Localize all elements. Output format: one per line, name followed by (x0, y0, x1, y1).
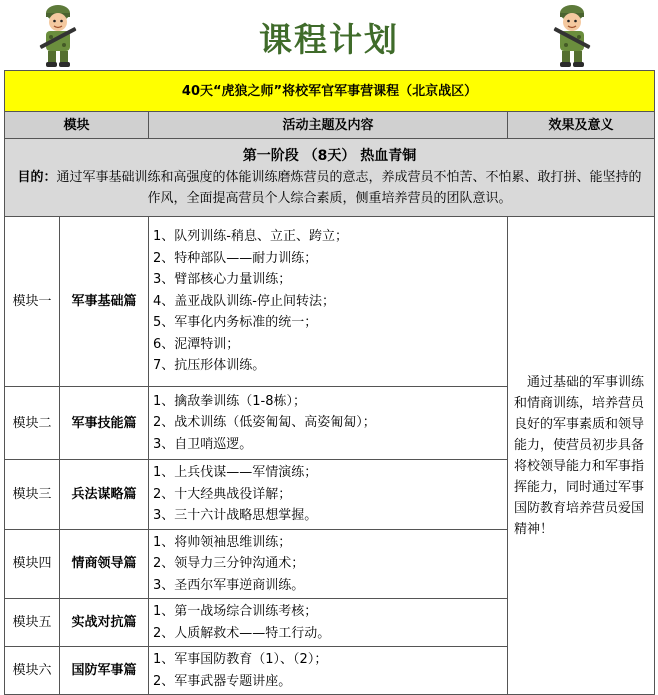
module-items (149, 529, 508, 599)
list-item: 1、上兵伐谋——军情演练； (153, 465, 318, 480)
list-item: 2、领导力三分钟沟通术； (153, 556, 305, 571)
module-name: 实战对抗篇 (60, 599, 149, 647)
table-row (5, 217, 655, 387)
stage-goal (11, 167, 648, 209)
goal-label: 目的： (17, 170, 57, 185)
effect-description: 通过基础的军事训练和情商训练，培养营员良好的军事素质和领导能力，使营员初步具备将校领导能力和军事指挥能力，同时通过军事国防教育培养营员爱国精神！ (508, 217, 655, 695)
stage-title: 第一阶段 （8天） 热血青铜 (242, 148, 417, 164)
list-item: 1、擒敌拳训练（1-8栋）； (153, 393, 307, 409)
list-item: 6、泥潭特训； (153, 336, 240, 352)
module-items (149, 647, 508, 695)
stage-section (5, 139, 655, 217)
module-items (149, 387, 508, 460)
module-number: 模块一 (5, 217, 60, 387)
list-item: 2、特种部队——耐力训练； (153, 250, 318, 266)
list-item: 7、抗压形体训练。 (153, 358, 266, 374)
module-name: 军事基础篇 (60, 217, 149, 387)
module-number: 模块四 (5, 529, 60, 599)
course-title: 40天“虎狼之师”将校军官军事营课程（北京战区） (5, 71, 655, 112)
list-item: 2、战术训练（低姿匍匐、高姿匍匐）； (153, 415, 376, 431)
list-item: 3、圣西尔军事逆商训练。 (153, 577, 305, 593)
list-item: 3、臂部核心力量训练； (153, 272, 292, 288)
module-name: 国防军事篇 (60, 647, 149, 695)
list-item: 4、盖亚战队训练-停止间转法； (153, 293, 335, 309)
module-name: 军事技能篇 (60, 387, 149, 460)
module-number: 模块五 (5, 599, 60, 647)
list-item: 1、军事国防教育（1）、（2）； (153, 652, 328, 667)
list-item: 2、军事武器专题讲座。 (153, 673, 292, 689)
goal-text: 通过军事基础训练和高强度的体能训练磨炼营员的意志，养成营员不怕苦、不怕累、敢打拼、能坚持的作风，全面提高营员个人综合素质，侧重培养营员的团队意识。 (56, 170, 642, 206)
column-header-effect: 效果及意义 (508, 112, 655, 139)
list-item: 5、军事化内务标准的统一； (153, 315, 318, 331)
module-number: 模块六 (5, 647, 60, 695)
module-number: 模块三 (5, 460, 60, 530)
list-item: 1、队列训练-稍息、立正、跨立； (153, 229, 348, 245)
column-header-activity: 活动主题及内容 (149, 112, 508, 139)
list-item: 3、自卫哨巡逻。 (153, 436, 253, 452)
list-item: 1、第一战场综合训练考核； (153, 604, 318, 619)
list-item: 2、人质解救术——特工行动。 (153, 625, 331, 641)
list-item: 1、将帅领袖思维训练； (153, 534, 292, 550)
list-item: 3、三十六计战略思想掌握。 (153, 508, 318, 523)
column-header-module: 模块 (5, 112, 149, 139)
module-number: 模块二 (5, 387, 60, 460)
module-items (149, 599, 508, 647)
module-items (149, 460, 508, 530)
module-items (149, 217, 508, 387)
course-plan-table (4, 70, 655, 695)
module-name: 情商领导篇 (60, 529, 149, 599)
page-title: 课程计划 (259, 20, 399, 59)
soldier-cartoon-icon (548, 2, 596, 68)
module-name: 兵法谋略篇 (60, 460, 149, 530)
list-item: 2、十大经典战役详解； (153, 486, 292, 502)
page-header (0, 0, 658, 70)
